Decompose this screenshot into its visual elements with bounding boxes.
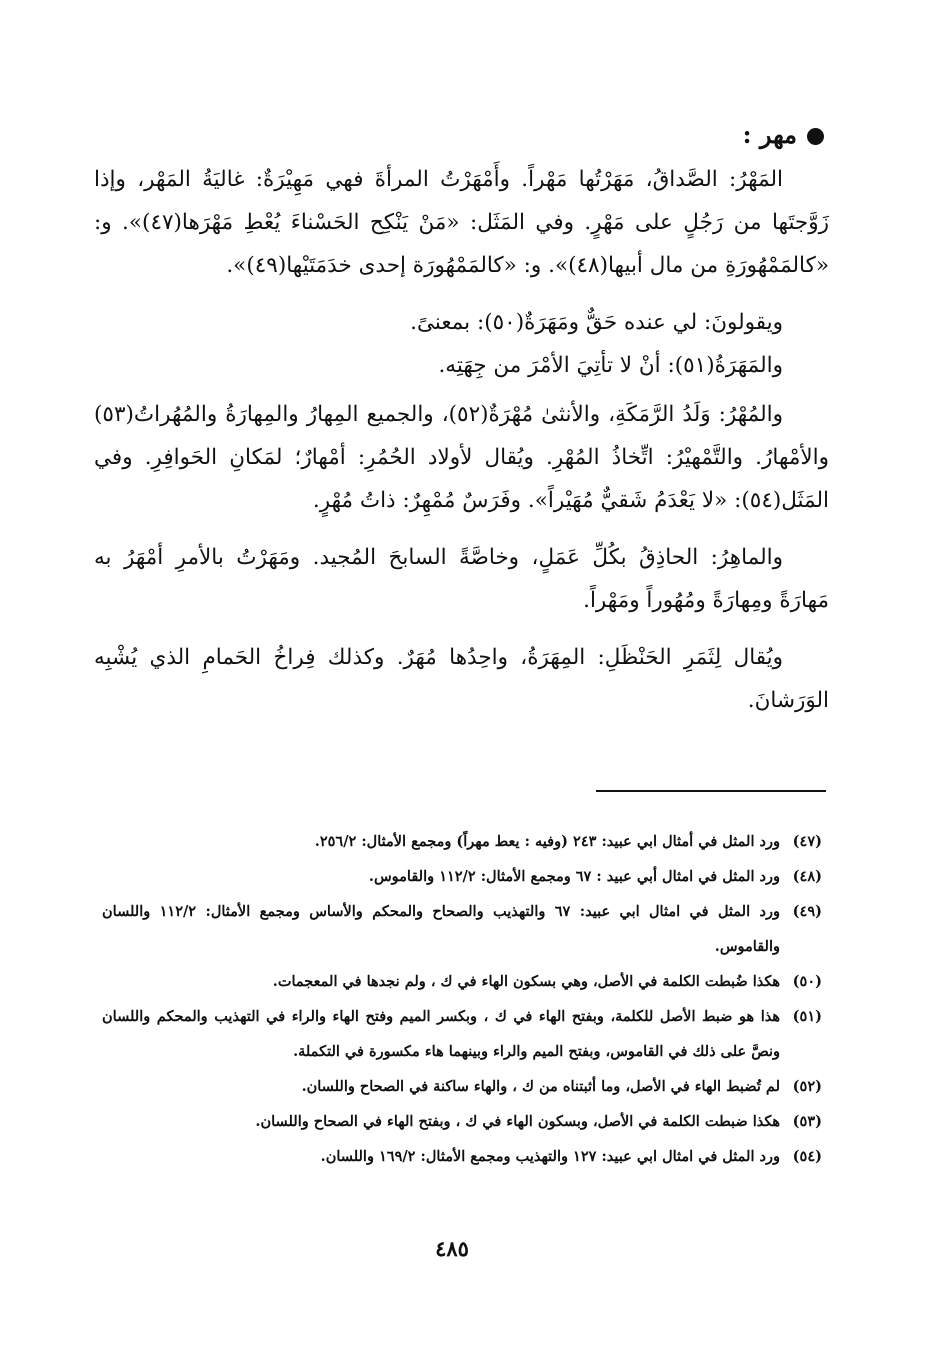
paragraph: ويُقال لِثَمَرِ الحَنْظَلِ: المِهَرَةُ، واحِدُها مُهَرٌ. وكذلك فِراخُ الحَمامِ الذي يُشْبِه الوَرَشانَ.: [94, 645, 829, 713]
footnote: [102, 999, 822, 1069]
footnotes: [102, 824, 822, 1174]
paragraph: ويقولونَ: لي عنده حَقٌّ ومَهَرَةٌ(٥٠): بمعنىً.: [410, 310, 783, 335]
footnote: [102, 1139, 822, 1174]
footnote-text: هكذا ضبطت الكلمة في الأصل، وبسكون الهاء في ك ، وبفتح الهاء في الصحاح واللسان.: [255, 1113, 780, 1130]
footnote-number: (٤٧): [792, 833, 822, 850]
footnote-text: ورد المثل في امثال ابي عبيد: ١٢٧ والتهذيب ومجمع الأمثال: ١٦٩/٢ واللسان.: [320, 1148, 780, 1165]
footnote: [102, 1104, 822, 1139]
footnote: [102, 859, 822, 894]
footnote-number: (٥٢): [792, 1078, 822, 1095]
footnote-text: ورد المثل في أمثال ابي عبيد: ٢٤٣ (وفيه : يعط مهراً) ومجمع الأمثال: ٢٥٦/٢.: [314, 833, 780, 850]
footnote: [102, 824, 822, 859]
paragraph: المَهْرُ: الصَّداقُ، مَهَرْتُها مَهْراً. وأَمْهَرْتُ المرأةَ فهي مَهِيْرَةٌ: غاليَةُ المَهْر، وإذا زَوَّجتَها من رَجُلٍ على مَهْرٍ. وفي المَثَل: «مَنْ يَنْكِح الحَسْناءَ يُعْطِ مَهْرَها(٤٧)». و: «كالمَمْهُورَةِ من مال أبيها(٤٨)». و: «كالمَمْهُورَة إحدى خدَمَتَيْها(٤٩)».: [94, 167, 829, 278]
bullet-icon: [807, 128, 824, 145]
footnote-number: (٥٣): [792, 1113, 822, 1130]
footnote: [102, 894, 822, 964]
footnote-text: ورد المثل في امثال أبي عبيد : ٦٧ ومجمع الأمثال: ١١٢/٢ والقاموس.: [368, 868, 780, 885]
footnote-number: (٥٤): [792, 1148, 822, 1165]
paragraph: والمُهْرُ: وَلَدُ الرَّمَكَةِ، والأنثىٰ مُهْرَةٌ(٥٢)، والجميع المِهارُ والمِهارَةُ والمُهُراتُ(٥٣) والأمْهارُ. والتَّمْهيْرُ: اتِّخاذُ المُهْرِ. ويُقال لأولاد الحُمُرِ: أمْهارٌ؛ لمَكانِ الحَوافِرِ. وفي المَثَل(٥٤): «لا يَعْدَمُ شَقيٌّ مُهَيْراً». وفَرَسٌ مُمْهِرٌ: ذاتُ مُهْرٍ.: [94, 402, 829, 513]
footnote-number: (٥٠): [792, 973, 822, 990]
footnote-text: هذا هو ضبط الأصل للكلمة، وبفتح الهاء في ك ، وبكسر الميم وفتح الهاء والراء في التهذيب والمحكم واللسان ونصَّ على ذلك في القاموس، وبفتح الميم والراء وبينهما هاء مكسورة في التكملة.: [102, 1008, 780, 1060]
entry-title: مهر :: [742, 120, 797, 149]
footnote: [102, 1069, 822, 1104]
footnote-text: لم تُضبط الهاء في الأصل، وما أثبتناه من ك ، والهاء ساكنة في الصحاح واللسان.: [301, 1078, 780, 1095]
footnote-divider: [596, 790, 826, 792]
footnote-number: (٤٩): [792, 903, 822, 920]
footnote-number: (٤٨): [792, 868, 822, 885]
footnote-text: هكذا ضُبطت الكلمة في الأصل، وهي بسكون الهاء في ك ، ولم نجدها في المعجمات.: [272, 973, 780, 990]
page-number: ٤٨٥: [435, 1236, 469, 1261]
main-text: [94, 158, 829, 722]
footnote-text: ورد المثل في امثال ابي عبيد: ٦٧ والتهذيب والصحاح والمحكم والأساس ومجمع الأمثال: ١١٢/٢ واللسان والقاموس.: [102, 903, 780, 955]
paragraph: والمَهَرَةُ(٥١): أنْ لا تأتِيَ الأمْرَ من جِهَتِه.: [438, 353, 783, 378]
entry-heading: [524, 120, 824, 149]
footnote: [102, 964, 822, 999]
footnote-number: (٥١): [792, 1008, 822, 1025]
paragraph: والماهِرُ: الحاذِقُ بكُلِّ عَمَلٍ، وخاصَّةً السابحَ المُجيد. ومَهَرْتُ بالأمرِ أمْهَرُ به مَهارَةً ومِهارَةً ومُهُوراً ومَهْراً.: [94, 545, 829, 613]
